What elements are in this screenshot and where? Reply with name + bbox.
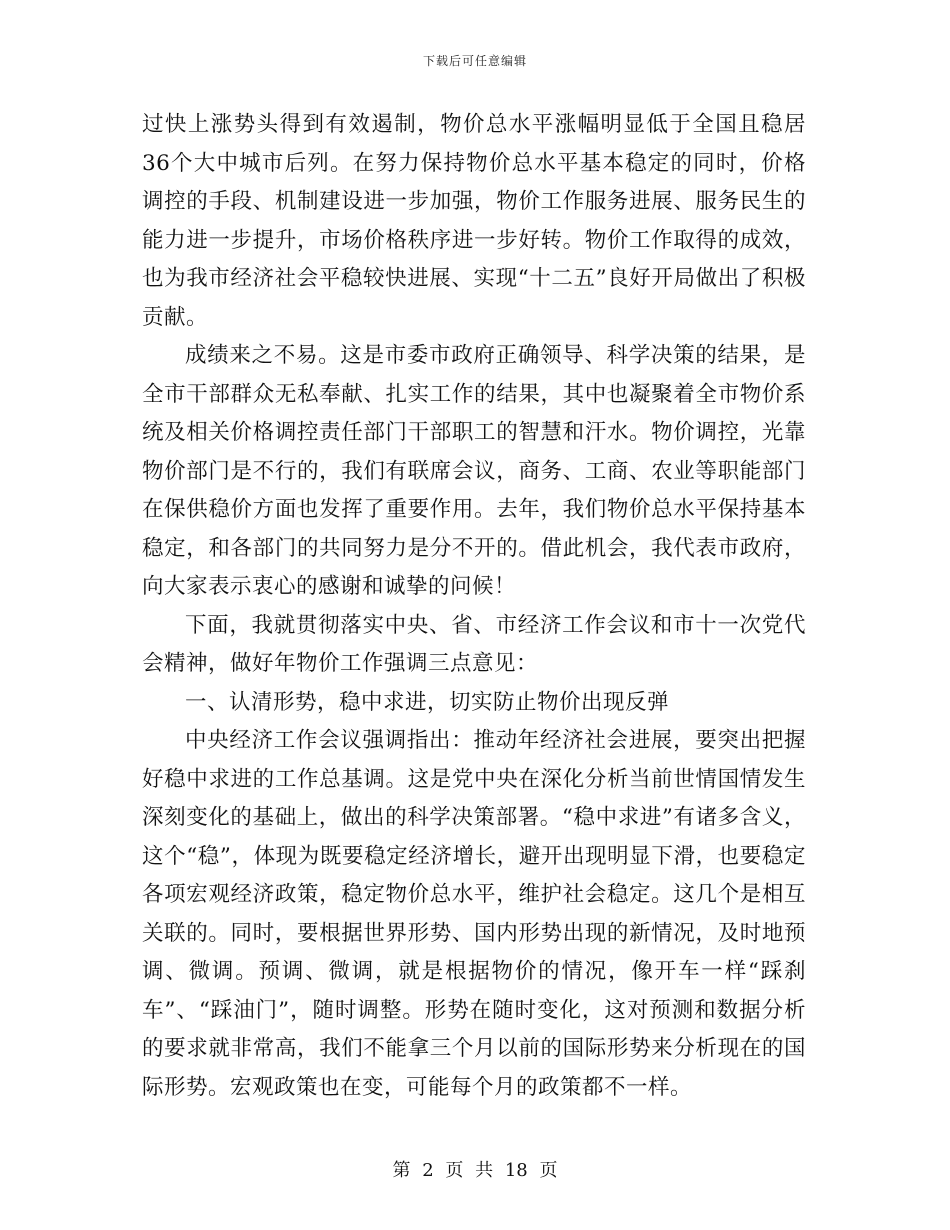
- page-header-note: 下载后可任意编辑: [422, 54, 527, 68]
- paragraph-continuation: 过快上涨势头得到有效遏制，物价总水平涨幅明显低于全国且稳居36个大中城市后列。在努力保持物价总水平基本稳定的同时，价格调控的手段、机制建设进一步加强，物价工作服务进展、服务民生的能力进一步提升，市场价格秩序进一步好转。物价工作取得的成效，也为我市经济社会平稳较快进展、实现“十二五”良好开局做出了积极贡献。: [142, 112, 806, 330]
- document-body: [142, 106, 806, 1107]
- page-number: 第 2 页 共 18 页: [392, 1160, 558, 1181]
- section-heading-1: 一、认清形势，稳中求进，切实防止物价出现反弹: [185, 689, 670, 715]
- paragraph-central-conference: 中央经济工作会议强调指出：推动年经济社会进展，要突出把握好稳中求进的工作总基调。这是党中央在深化分析当前世情国情发生深刻变化的基础上，做出的科学决策部署。“稳中求进”有诸多含义，这个“稳”，体现为既要稳定经济增长，避开出现明显下滑，也要稳定各项宏观经济政策，稳定物价总水平，维护社会稳定。这几个是相互关联的。同时，要根据世界形势、国内形势出现的新情况，及时地预调、微调。预调、微调，就是根据物价的情况，像开车一样“踩刹车”、“踩油门”，随时调整。形势在随时变化，这对预测和数据分析的要求就非常高，我们不能拿三个月以前的国际形势来分析现在的国际形势。宏观政策也在变，可能每个月的政策都不一样。: [142, 728, 806, 1100]
- paragraph-intro-opinions: 下面，我就贯彻落实中央、省、市经济工作会议和市十一次党代会精神，做好年物价工作强调三点意见：: [142, 612, 806, 676]
- paragraph-achievements: 成绩来之不易。这是市委市政府正确领导、科学决策的结果，是全市干部群众无私奉献、扎实工作的结果，其中也凝聚着全市物价系统及相关价格调控责任部门干部职工的智慧和汗水。物价调控，光靠物价部门是不行的，我们有联席会议，商务、工商、农业等职能部门在保供稳价方面也发挥了重要作用。去年，我们物价总水平保持基本稳定，和各部门的共同努力是分不开的。借此机会，我代表市政府，向大家表示衷心的感谢和诚挚的问候！: [142, 343, 806, 599]
